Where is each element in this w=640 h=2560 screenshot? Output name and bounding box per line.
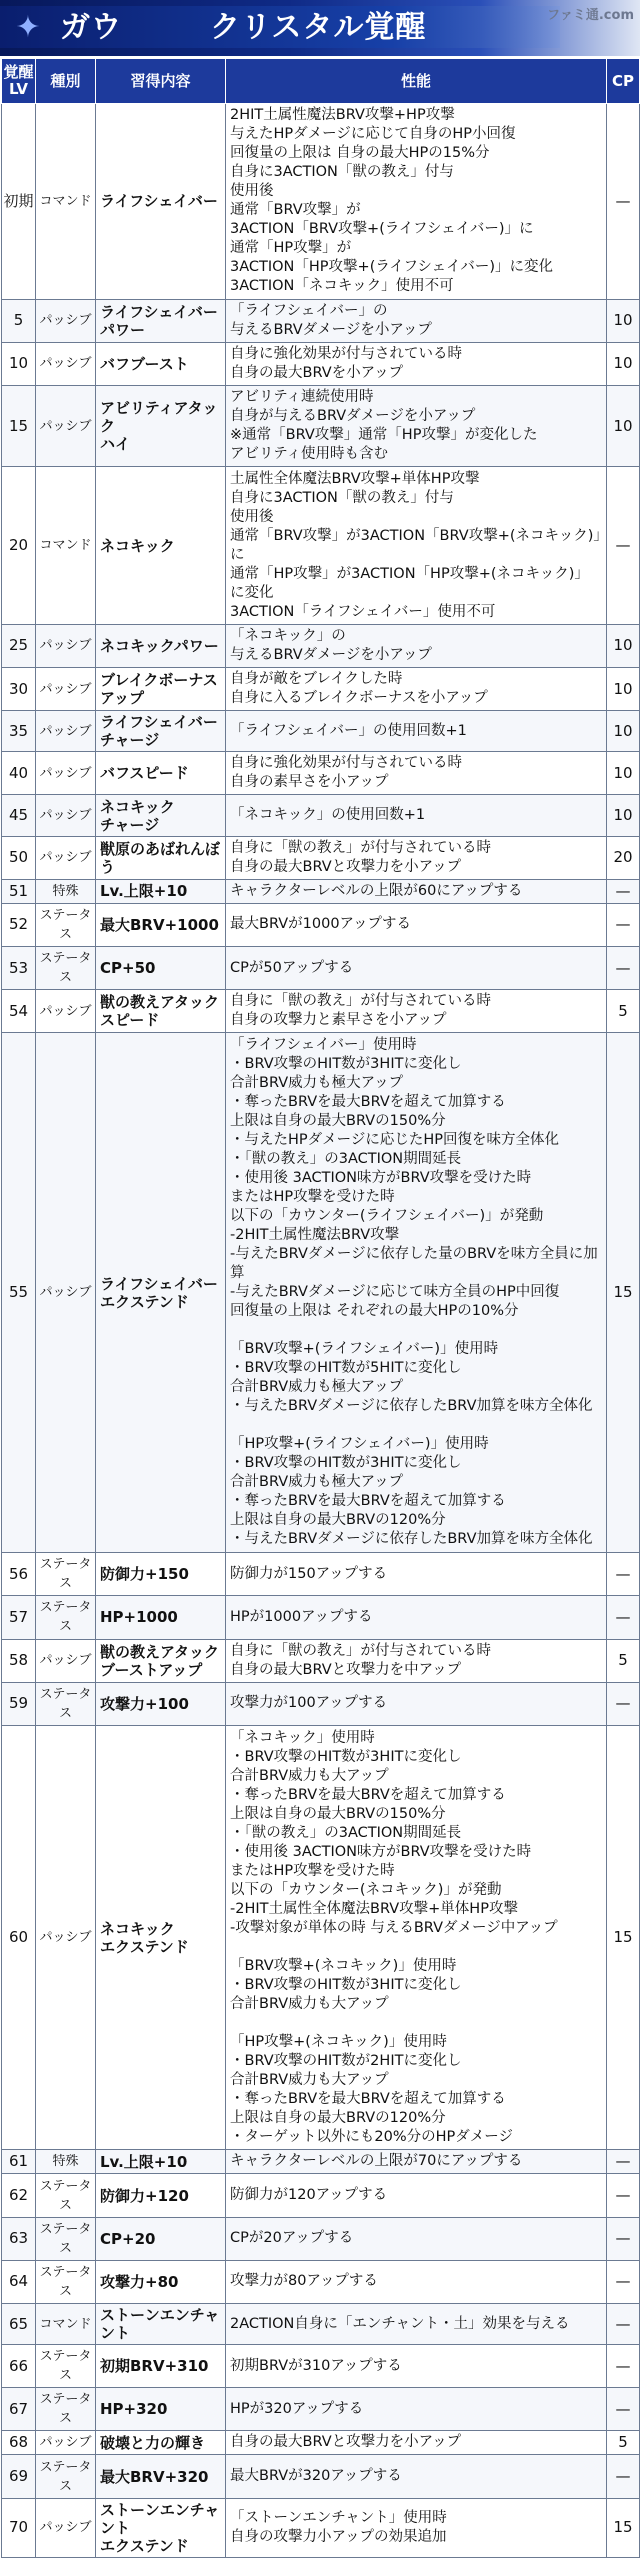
- effect-cell: 自身に「獣の教え」が付与されている時 自身の最大BRVと攻撃力を中アップ: [226, 1639, 607, 1682]
- kind-cell: ステータス: [36, 2174, 96, 2217]
- level-cell: 10: [2, 342, 36, 385]
- skill-name-cell: ライフシェイバー チャージ: [96, 711, 226, 752]
- cp-cell: 10: [607, 624, 640, 667]
- header-level: 覚醒 LV: [2, 59, 36, 104]
- table-row: [2, 795, 640, 836]
- table-row: [2, 2345, 640, 2388]
- character-name: ガウ: [60, 10, 122, 45]
- table-row: [2, 1639, 640, 1682]
- effect-cell: 「ストーンエンチャント」使用時 自身の攻撃力小アップの効果追加: [226, 2498, 607, 2557]
- effect-cell: 初期BRVが310アップする: [226, 2345, 607, 2388]
- skill-name-cell: 獣原のあばれんぼう: [96, 836, 226, 879]
- table-header-row: [2, 59, 640, 104]
- table-row: [2, 711, 640, 752]
- kind-cell: パッシブ: [36, 836, 96, 879]
- effect-cell: 「ネコキック」の 与えるBRVダメージを小アップ: [226, 624, 607, 667]
- awakening-table: [1, 58, 640, 2558]
- cp-cell: —: [607, 104, 640, 300]
- table-row: [2, 903, 640, 946]
- cp-cell: —: [607, 903, 640, 946]
- table-row: [2, 104, 640, 300]
- page-title: クリスタル覚醒: [210, 10, 427, 45]
- skill-name-cell: ネコキック: [96, 467, 226, 625]
- cp-cell: 10: [607, 668, 640, 711]
- level-cell: 5: [2, 299, 36, 342]
- table-row: [2, 299, 640, 342]
- kind-cell: ステータス: [36, 947, 96, 990]
- effect-cell: CPが20アップする: [226, 2217, 607, 2260]
- table-row: [2, 1596, 640, 1639]
- skill-name-cell: ネコキックパワー: [96, 624, 226, 667]
- effect-cell: 2ACTION自身に「エンチャント・土」効果を与える: [226, 2303, 607, 2344]
- skill-name-cell: ライフシェイバー: [96, 104, 226, 300]
- table-row: [2, 1682, 640, 1725]
- table-row: [2, 467, 640, 625]
- table-row: [2, 668, 640, 711]
- cp-cell: 15: [607, 1033, 640, 1553]
- header-kind: 種別: [36, 59, 96, 104]
- crystal-emblem-icon: ✦: [15, 10, 41, 45]
- kind-cell: ステータス: [36, 903, 96, 946]
- kind-cell: パッシブ: [36, 299, 96, 342]
- table-row: [2, 386, 640, 467]
- skill-name-cell: 攻撃力+80: [96, 2260, 226, 2303]
- table-row: [2, 2388, 640, 2431]
- site-watermark: ファミ通.com: [547, 8, 634, 23]
- effect-cell: 土属性全体魔法BRV攻撃+単体HP攻撃 自身に3ACTION「獣の教え」付与 使用後 通常「BRV攻撃」が3ACTION「BRV攻撃+(ネコキック)」に 通常「HP攻撃」が3ACTION「HP攻撃+(ネコキック)」に変化 3ACTION「ライフシェイバー」使用不可: [226, 467, 607, 625]
- level-cell: 67: [2, 2388, 36, 2431]
- table-row: [2, 624, 640, 667]
- table-row: [2, 2303, 640, 2344]
- level-cell: 20: [2, 467, 36, 625]
- effect-cell: 「ライフシェイバー」の使用回数+1: [226, 711, 607, 752]
- awakening-table-wrapper: [0, 58, 640, 2560]
- cp-cell: —: [607, 467, 640, 625]
- table-row: [2, 2174, 640, 2217]
- cp-cell: 10: [607, 342, 640, 385]
- effect-cell: 最大BRVが1000アップする: [226, 903, 607, 946]
- table-row: [2, 879, 640, 903]
- skill-name-cell: ネコキック チャージ: [96, 795, 226, 836]
- level-cell: 70: [2, 2498, 36, 2557]
- skill-name-cell: Lv.上限+10: [96, 2150, 226, 2174]
- cp-cell: —: [607, 1682, 640, 1725]
- title-banner: [0, 0, 640, 56]
- kind-cell: ステータス: [36, 2217, 96, 2260]
- level-cell: 25: [2, 624, 36, 667]
- effect-cell: 「ネコキック」の使用回数+1: [226, 795, 607, 836]
- skill-name-cell: ストーンエンチャント エクステンド: [96, 2498, 226, 2557]
- level-cell: 59: [2, 1682, 36, 1725]
- effect-cell: キャラクターレベルの上限が70にアップする: [226, 2150, 607, 2174]
- skill-name-cell: HP+320: [96, 2388, 226, 2431]
- level-cell: 69: [2, 2455, 36, 2498]
- effect-cell: CPが50アップする: [226, 947, 607, 990]
- level-cell: 63: [2, 2217, 36, 2260]
- skill-name-cell: 防御力+120: [96, 2174, 226, 2217]
- level-cell: 初期: [2, 104, 36, 300]
- skill-name-cell: 獣の教えアタック スピード: [96, 990, 226, 1033]
- kind-cell: 特殊: [36, 2150, 96, 2174]
- cp-cell: 5: [607, 1639, 640, 1682]
- kind-cell: パッシブ: [36, 2498, 96, 2557]
- kind-cell: パッシブ: [36, 668, 96, 711]
- level-cell: 35: [2, 711, 36, 752]
- level-cell: 53: [2, 947, 36, 990]
- skill-name-cell: 最大BRV+320: [96, 2455, 226, 2498]
- effect-cell: 最大BRVが320アップする: [226, 2455, 607, 2498]
- table-row: [2, 836, 640, 879]
- table-row: [2, 1725, 640, 2150]
- kind-cell: 特殊: [36, 879, 96, 903]
- skill-name-cell: アビリティアタック ハイ: [96, 386, 226, 467]
- table-row: [2, 2150, 640, 2174]
- skill-name-cell: Lv.上限+10: [96, 879, 226, 903]
- cp-cell: 10: [607, 299, 640, 342]
- cp-cell: —: [607, 2345, 640, 2388]
- table-row: [2, 947, 640, 990]
- kind-cell: パッシブ: [36, 795, 96, 836]
- level-cell: 65: [2, 2303, 36, 2344]
- skill-name-cell: 攻撃力+100: [96, 1682, 226, 1725]
- effect-cell: HPが1000アップする: [226, 1596, 607, 1639]
- effect-cell: キャラクターレベルの上限が60にアップする: [226, 879, 607, 903]
- table-body: [2, 104, 640, 2558]
- effect-cell: 2HIT土属性魔法BRV攻撃+HP攻撃 与えたHPダメージに応じて自身のHP小回復 回復量の上限は 自身の最大HPの15%分 自身に3ACTION「獣の教え」付与 使用後 通常「BRV攻撃」が 3ACTION「BRV攻撃+(ライフシェイバー)」に 通常「HP攻撃」が 3ACTION「HP攻撃+(ライフシェイバー)」に変化 3ACTION「ネコキック」使用不可: [226, 104, 607, 300]
- kind-cell: パッシブ: [36, 1639, 96, 1682]
- level-cell: 68: [2, 2431, 36, 2455]
- kind-cell: ステータス: [36, 1553, 96, 1596]
- kind-cell: コマンド: [36, 2303, 96, 2344]
- table-row: [2, 990, 640, 1033]
- kind-cell: コマンド: [36, 104, 96, 300]
- effect-cell: 防御力が120アップする: [226, 2174, 607, 2217]
- cp-cell: —: [607, 2174, 640, 2217]
- kind-cell: コマンド: [36, 467, 96, 625]
- effect-cell: 自身に「獣の教え」が付与されている時 自身の攻撃力と素早さを小アップ: [226, 990, 607, 1033]
- level-cell: 40: [2, 752, 36, 795]
- table-row: [2, 2260, 640, 2303]
- skill-name-cell: 破壊と力の輝き: [96, 2431, 226, 2455]
- effect-cell: 自身に強化効果が付与されている時 自身の最大BRVを小アップ: [226, 342, 607, 385]
- header-cp: CP: [607, 59, 640, 104]
- level-cell: 52: [2, 903, 36, 946]
- level-cell: 50: [2, 836, 36, 879]
- skill-name-cell: 最大BRV+1000: [96, 903, 226, 946]
- skill-name-cell: 初期BRV+310: [96, 2345, 226, 2388]
- level-cell: 51: [2, 879, 36, 903]
- cp-cell: 5: [607, 2431, 640, 2455]
- level-cell: 54: [2, 990, 36, 1033]
- kind-cell: パッシブ: [36, 1033, 96, 1553]
- table-row: [2, 1033, 640, 1553]
- level-cell: 64: [2, 2260, 36, 2303]
- effect-cell: 自身が敵をブレイクした時 自身に入るブレイクボーナスを小アップ: [226, 668, 607, 711]
- effect-cell: 自身の最大BRVと攻撃力を小アップ: [226, 2431, 607, 2455]
- skill-name-cell: 防御力+150: [96, 1553, 226, 1596]
- table-row: [2, 2455, 640, 2498]
- kind-cell: パッシブ: [36, 386, 96, 467]
- cp-cell: —: [607, 2388, 640, 2431]
- skill-name-cell: バフスピード: [96, 752, 226, 795]
- cp-cell: 20: [607, 836, 640, 879]
- skill-name-cell: 獣の教えアタック ブーストアップ: [96, 1639, 226, 1682]
- level-cell: 62: [2, 2174, 36, 2217]
- effect-cell: 「ネコキック」使用時 ・BRV攻撃のHIT数が3HITに変化し 合計BRV威力も大アップ ・奪ったBRVを最大BRVを超えて加算する 上限は自身の最大BRVの150%分 ・「獣の教え」の3ACTION期間延長 ・使用後 3ACTION味方がBRV攻撃を受けた時 またはHP攻撃を受けた時 以下の「カウンター(ネコキック)」が発動 -2HIT土属性全体魔法BRV攻撃+単体HP攻撃 -攻撃対象が単体の時 与えるBRVダメージ中アップ 「BRV攻撃+(ネコキック)」使用時 ・BRV攻撃のHIT数が3HITに変化し 合計BRV威力も大アップ 「HP攻撃+(ネコキック)」使用時 ・BRV攻撃のHIT数が2HITに変化し 合計BRV威力も大アップ ・奪ったBRVを最大BRVを超えて加算する 上限は自身の最大BRVの120%分 ・ターゲット以外にも20%分のHPダメージ: [226, 1725, 607, 2150]
- effect-cell: 自身に強化効果が付与されている時 自身の素早さを小アップ: [226, 752, 607, 795]
- effect-cell: アビリティ連続使用時 自身が与えるBRVダメージを小アップ ※通常「BRV攻撃」通常「HP攻撃」が変化した アビリティ使用時も含む: [226, 386, 607, 467]
- skill-name-cell: ネコキック エクステンド: [96, 1725, 226, 2150]
- level-cell: 55: [2, 1033, 36, 1553]
- effect-cell: 攻撃力が80アップする: [226, 2260, 607, 2303]
- effect-cell: 「ライフシェイバー」の 与えるBRVダメージを小アップ: [226, 299, 607, 342]
- skill-name-cell: ブレイクボーナス アップ: [96, 668, 226, 711]
- kind-cell: パッシブ: [36, 990, 96, 1033]
- skill-name-cell: CP+20: [96, 2217, 226, 2260]
- cp-cell: —: [607, 879, 640, 903]
- cp-cell: —: [607, 2260, 640, 2303]
- cp-cell: —: [607, 1596, 640, 1639]
- cp-cell: —: [607, 1553, 640, 1596]
- cp-cell: —: [607, 2303, 640, 2344]
- level-cell: 61: [2, 2150, 36, 2174]
- kind-cell: ステータス: [36, 2345, 96, 2388]
- skill-name-cell: ライフシェイバー パワー: [96, 299, 226, 342]
- effect-cell: HPが320アップする: [226, 2388, 607, 2431]
- skill-name-cell: ストーンエンチャント: [96, 2303, 226, 2344]
- table-row: [2, 2431, 640, 2455]
- cp-cell: 15: [607, 2498, 640, 2557]
- kind-cell: ステータス: [36, 1596, 96, 1639]
- header-effect: 性能: [226, 59, 607, 104]
- cp-cell: —: [607, 947, 640, 990]
- kind-cell: パッシブ: [36, 1725, 96, 2150]
- effect-cell: 攻撃力が100アップする: [226, 1682, 607, 1725]
- kind-cell: パッシブ: [36, 342, 96, 385]
- kind-cell: ステータス: [36, 2455, 96, 2498]
- table-row: [2, 342, 640, 385]
- kind-cell: ステータス: [36, 2388, 96, 2431]
- level-cell: 45: [2, 795, 36, 836]
- level-cell: 15: [2, 386, 36, 467]
- level-cell: 58: [2, 1639, 36, 1682]
- cp-cell: 10: [607, 795, 640, 836]
- skill-name-cell: ライフシェイバー エクステンド: [96, 1033, 226, 1553]
- cp-cell: —: [607, 2217, 640, 2260]
- table-row: [2, 1553, 640, 1596]
- table-row: [2, 752, 640, 795]
- level-cell: 56: [2, 1553, 36, 1596]
- level-cell: 30: [2, 668, 36, 711]
- cp-cell: 15: [607, 1725, 640, 2150]
- header-skill: 習得内容: [96, 59, 226, 104]
- kind-cell: ステータス: [36, 1682, 96, 1725]
- cp-cell: 10: [607, 386, 640, 467]
- kind-cell: ステータス: [36, 2260, 96, 2303]
- table-row: [2, 2498, 640, 2557]
- skill-name-cell: HP+1000: [96, 1596, 226, 1639]
- level-cell: 57: [2, 1596, 36, 1639]
- effect-cell: 防御力が150アップする: [226, 1553, 607, 1596]
- effect-cell: 「ライフシェイバー」使用時 ・BRV攻撃のHIT数が3HITに変化し 合計BRV威力も極大アップ ・奪ったBRVを最大BRVを超えて加算する 上限は自身の最大BRVの150%分 ・与えたHPダメージに応じたHP回復を味方全体化 ・「獣の教え」の3ACTION期間延長 ・使用後 3ACTION味方がBRV攻撃を受けた時 またはHP攻撃を受けた時 以下の「カウンター(ライフシェイバー)」が発動 -2HIT土属性魔法BRV攻撃 -与えたBRVダメージに依存した量のBRVを味方全員に加算 -与えたBRVダメージに応じて味方全員のHP中回復 回復量の上限は それぞれの最大HPの10%分 「BRV攻撃+(ライフシェイバー)」使用時 ・BRV攻撃のHIT数が5HITに変化し 合計BRV威力も極大アップ ・与えたBRVダメージに依存したBRV加算を味方全体化 「HP攻撃+(ライフシェイバー)」使用時 ・BRV攻撃のHIT数が3HITに変化し 合計BRV威力も極大アップ ・奪ったBRVを最大BRVを超えて加算する 上限は自身の最大BRVの120%分 ・与えたBRVダメージに依存したBRV加算を味方全体化: [226, 1033, 607, 1553]
- kind-cell: パッシブ: [36, 2431, 96, 2455]
- cp-cell: —: [607, 2455, 640, 2498]
- kind-cell: パッシブ: [36, 624, 96, 667]
- cp-cell: 5: [607, 990, 640, 1033]
- table-row: [2, 2217, 640, 2260]
- skill-name-cell: CP+50: [96, 947, 226, 990]
- cp-cell: 10: [607, 711, 640, 752]
- effect-cell: 自身に「獣の教え」が付与されている時 自身の最大BRVと攻撃力を小アップ: [226, 836, 607, 879]
- kind-cell: パッシブ: [36, 752, 96, 795]
- level-cell: 66: [2, 2345, 36, 2388]
- cp-cell: —: [607, 2150, 640, 2174]
- kind-cell: パッシブ: [36, 711, 96, 752]
- skill-name-cell: バフブースト: [96, 342, 226, 385]
- level-cell: 60: [2, 1725, 36, 2150]
- cp-cell: 10: [607, 752, 640, 795]
